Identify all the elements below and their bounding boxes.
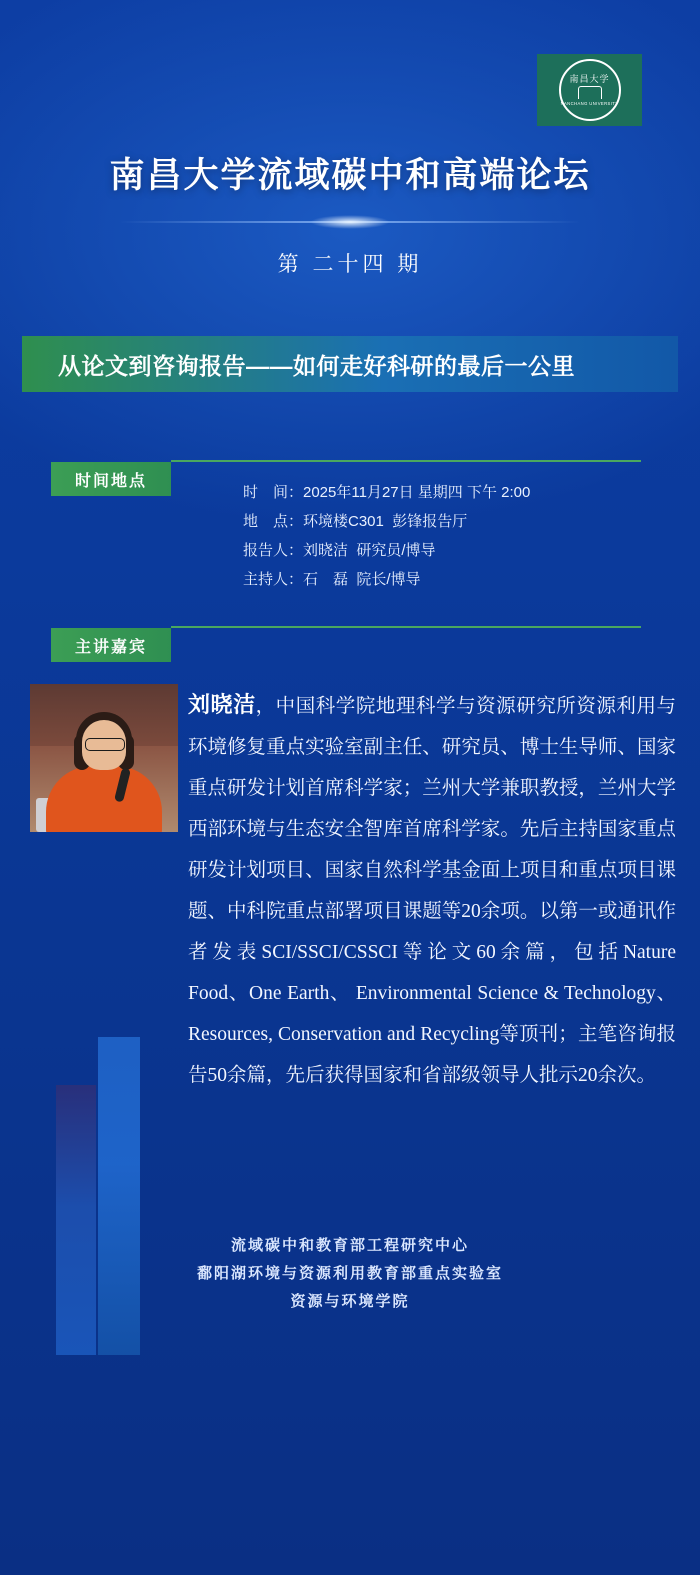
logo-circle-icon <box>559 59 621 121</box>
page-title: 南昌大学流域碳中和高端论坛 <box>109 156 591 195</box>
issue-number: 第 二十四 期 <box>277 253 423 276</box>
photo-body <box>46 766 162 832</box>
speaker-photo <box>30 684 178 832</box>
speaker-bio-text: ，中国科学院地理科学与资源研究所资源利用与环境修复重点实验室副主任、研究员、博士生导师、国家重点研发计划首席科学家；兰州大学兼职教授，兰州大学西部环境与生态安全智库首席科学家。先后主持国家重点研发计划项目、国家自然科学基金面上项目和重点项目课题、中科院重点部署项目课题等20余项。以第一或通讯作者发表SCI/SSCI/CSSCI等论文60余篇，包括Nature Food、One Earth、 Environmental Science & Technology、Resources, Conservation and Recycling等顶刊；主笔咨询报告50余篇，先后获得国家和省部级领导人批示20余次。 <box>188 696 676 1086</box>
university-logo <box>537 54 642 126</box>
divider-glow <box>310 215 390 229</box>
speaker-tag: 主讲嘉宾 <box>51 628 171 662</box>
speaker-bio <box>188 684 676 1096</box>
speaker-rule <box>171 626 641 628</box>
topic-band: 从论文到咨询报告——如何走好科研的最后一公里 <box>22 336 678 392</box>
footer-organizations <box>0 1232 700 1316</box>
photo-glasses <box>85 738 125 751</box>
logo-gate-icon <box>578 86 602 99</box>
info-place: 地 点：环境楼C301 彭锋报告厅 <box>243 513 468 530</box>
logo-cn-text: 南昌大学 <box>569 73 610 84</box>
footer-line-1: 流域碳中和教育部工程研究中心 <box>230 1237 469 1254</box>
info-speaker: 报告人：刘晓洁 研究员/博导 <box>243 542 436 559</box>
footer-line-3: 资源与环境学院 <box>290 1293 410 1310</box>
logo-en-text: NANCHANG UNIVERSITY <box>560 100 619 106</box>
time-place-tag: 时间地点 <box>51 462 171 496</box>
speaker-name: 刘晓洁 <box>188 692 256 717</box>
time-place-rule <box>171 460 641 462</box>
event-info-list <box>243 478 530 594</box>
footer-line-2: 鄱阳湖环境与资源利用教育部重点实验室 <box>196 1265 503 1282</box>
info-time: 时 间：2025年11月27日 星期四 下午 2:00 <box>243 484 531 501</box>
info-host: 主持人：石 磊 院长/博导 <box>243 571 421 588</box>
title-divider <box>120 214 580 230</box>
